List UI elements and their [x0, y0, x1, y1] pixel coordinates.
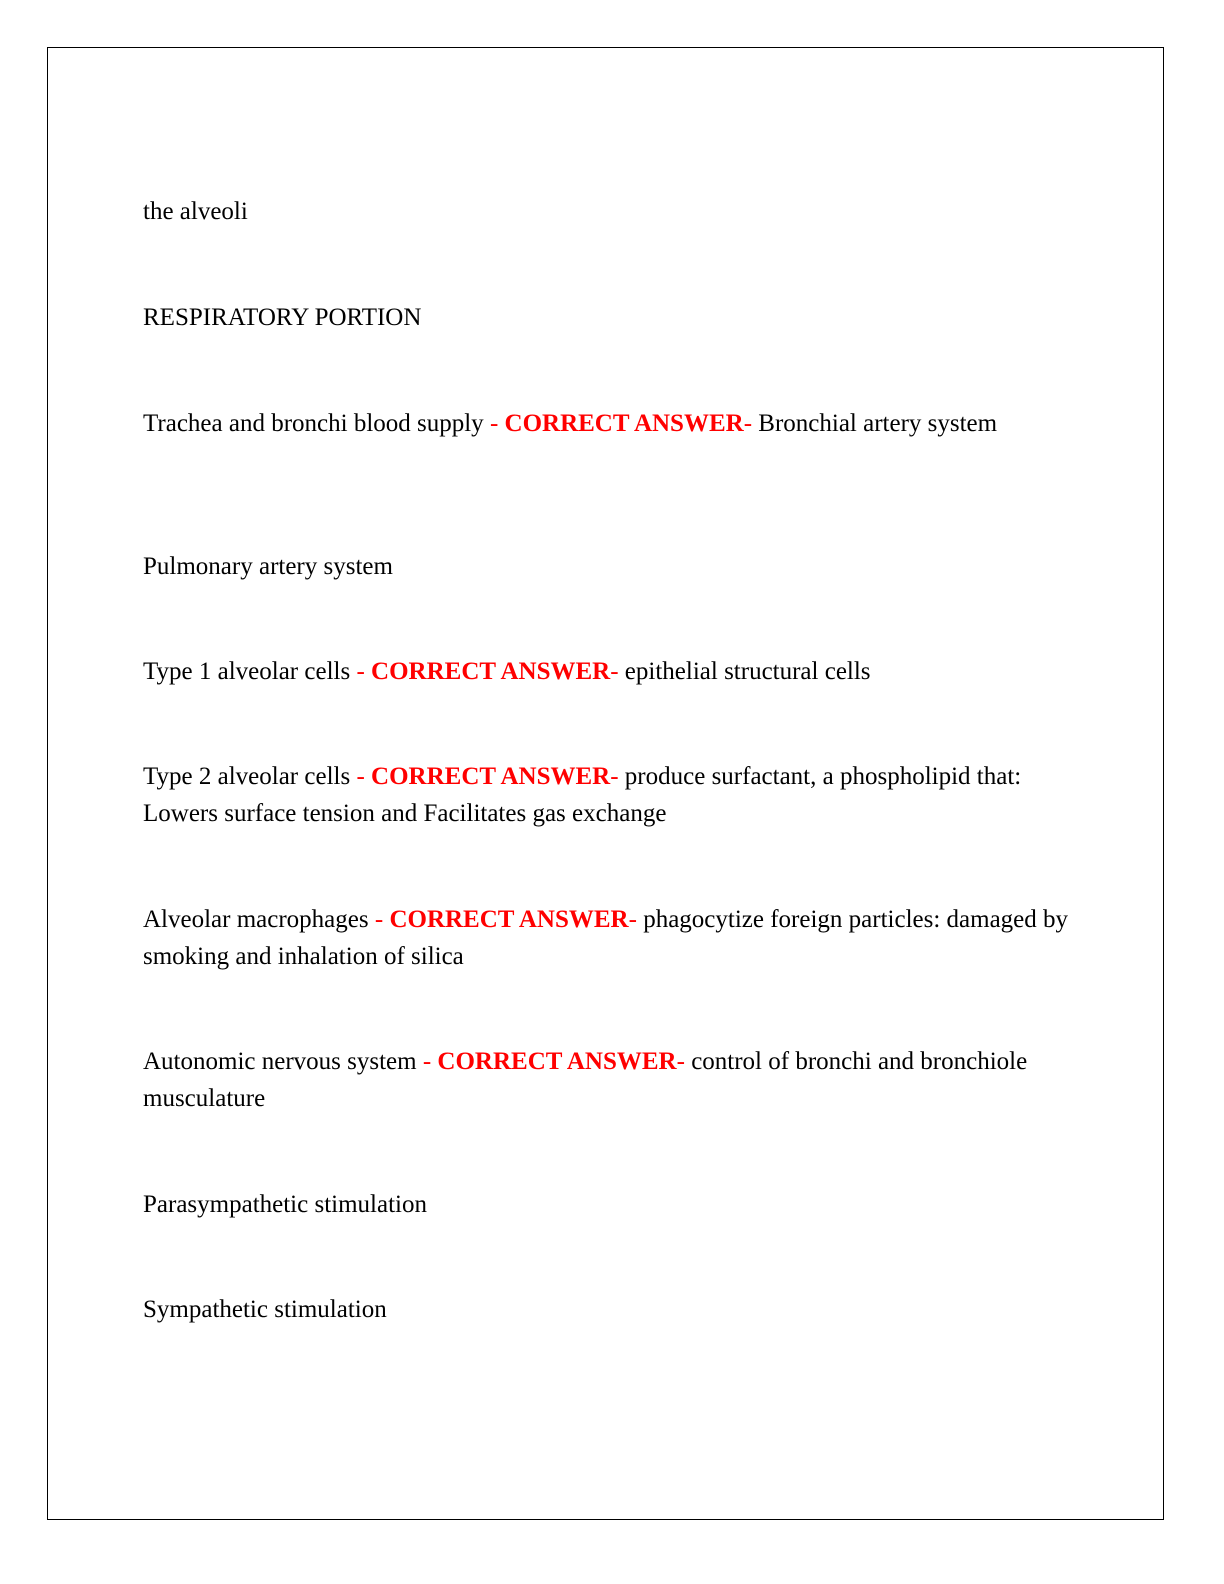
- entry-the-alveoli: [143, 193, 1083, 230]
- entry-term: Type 2 alveolar cells: [143, 763, 357, 790]
- entry-term: Sympathetic stimulation: [143, 1296, 387, 1323]
- entry-answer: epithelial structural cells: [624, 658, 871, 685]
- entry-term: Parasympathetic stimulation: [143, 1191, 427, 1218]
- correct-answer-label: - CORRECT ANSWER-: [356, 658, 625, 685]
- entry-type-1-alveolar-cells: [143, 653, 1083, 690]
- entry-pulmonary-artery-system: [143, 548, 1083, 585]
- entry-term: the alveoli: [143, 198, 248, 225]
- correct-answer-label: - CORRECT ANSWER-: [422, 1048, 692, 1075]
- correct-answer-label: - CORRECT ANSWER-: [489, 410, 759, 437]
- entry-trachea-bronchi-blood-supply: [143, 405, 1083, 442]
- correct-answer-label: - CORRECT ANSWER-: [374, 906, 644, 933]
- entry-sympathetic-stimulation: [143, 1291, 1083, 1328]
- entry-autonomic-nervous-system: [143, 1043, 1083, 1117]
- entry-term: Pulmonary artery system: [143, 553, 393, 580]
- entry-parasympathetic-stimulation: [143, 1186, 1083, 1223]
- entry-type-2-alveolar-cells: [143, 758, 1083, 832]
- entry-respiratory-portion: [143, 299, 1083, 336]
- entry-term: Type 1 alveolar cells: [143, 658, 357, 685]
- entry-term: Trachea and bronchi blood supply: [143, 410, 490, 437]
- entry-term: RESPIRATORY PORTION: [143, 304, 422, 331]
- correct-answer-label: - CORRECT ANSWER-: [356, 763, 625, 790]
- entry-term: Alveolar macrophages: [143, 906, 375, 933]
- entry-alveolar-macrophages: [143, 901, 1083, 975]
- entry-answer: phagocytize foreign particles: damaged by smoking and inhalation of silica: [143, 906, 1069, 970]
- entry-term: Autonomic nervous system: [143, 1048, 423, 1075]
- entry-answer: produce surfactant, a phospholipid that: Lowers surface tension and Facilitates gas exchange: [143, 763, 1022, 827]
- entry-answer: Bronchial artery system: [758, 410, 998, 437]
- entry-answer: control of bronchi and bronchiole musculature: [143, 1048, 1028, 1112]
